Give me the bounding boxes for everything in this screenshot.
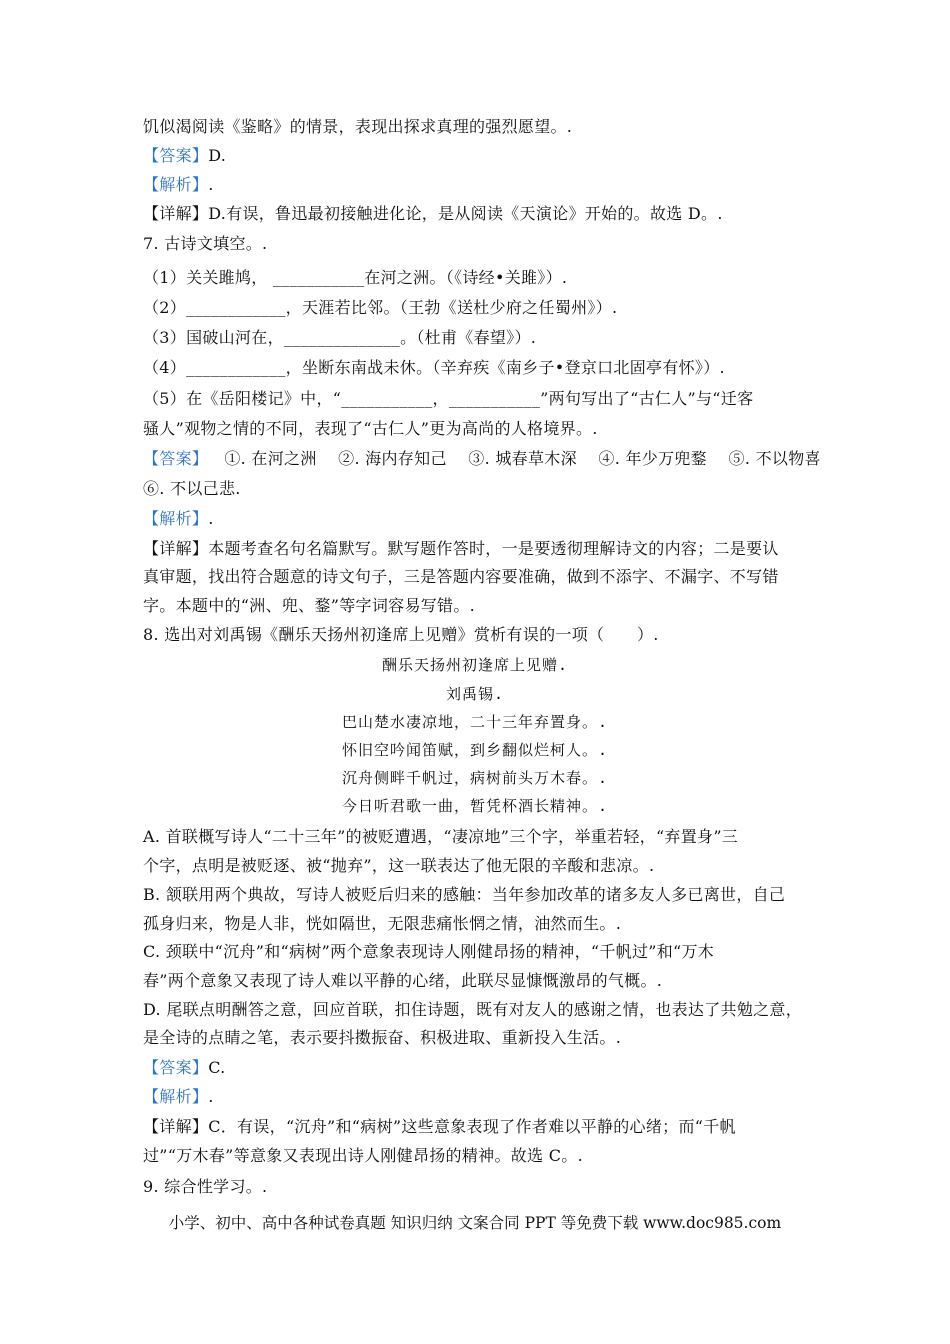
- poem-line: 今日听君歌一曲，暂凭杯酒长精神。.: [341, 797, 609, 815]
- analysis-text: .: [208, 175, 214, 194]
- question-7-item: （3）国破山河在，______________。（杜甫《春望》）.: [143, 328, 537, 347]
- answer-tag: 【答案】: [143, 1058, 209, 1077]
- text-line: 饥似渴阅读《鉴略》的情景，表现出探求真理的强烈愿望。.: [143, 117, 573, 136]
- analysis-text: .: [208, 509, 214, 528]
- option-c-continued: 春”两个意象又表现了诗人难以平静的心绪，此联尽显慷慨激昂的气概。.: [143, 971, 663, 990]
- question-7-title: 7. 古诗文填空。.: [143, 234, 268, 253]
- question-7-item: （4）____________，坐断东南战未休。（辛弃疾《南乡子•登京口北固亭有怀》）.: [143, 358, 725, 377]
- analysis-line: [143, 174, 214, 196]
- answer-continued: ⑥. 不以己悲.: [143, 479, 241, 498]
- analysis-tag: 【解析】: [143, 175, 209, 194]
- question-9-title: 9. 综合性学习。.: [143, 1177, 268, 1196]
- analysis-tag: 【解析】: [143, 1087, 209, 1106]
- poem-line: 沉舟侧畔千帆过，病树前头万木春。.: [341, 769, 609, 787]
- answer-line: [143, 1057, 226, 1079]
- detail-line: 真审题，找出符合题意的诗文句子，三是答题内容要准确，做到不添字、不漏字、不写错: [143, 567, 779, 586]
- answer-text: C.: [208, 1058, 226, 1077]
- analysis-line: [143, 508, 214, 530]
- question-7-item: （1）关关雎鸠， ___________在河之洲。（《诗经•关雎》）.: [143, 268, 568, 287]
- answer-line: [143, 145, 226, 167]
- analysis-tag: 【解析】: [143, 509, 209, 528]
- answer-tag: 【答案】: [143, 449, 209, 468]
- poem-line: 怀旧空吟闻笛赋，到乡翻似烂柯人。.: [341, 741, 609, 759]
- analysis-line: [143, 1086, 214, 1108]
- option-d-continued: 是全诗的点睛之笔，表示要抖擞振奋、积极进取、重新投入生活。.: [143, 1028, 622, 1047]
- detail-line: 【详解】D.有误，鲁迅最初接触进化论，是从阅读《天演论》开始的。故选 D。.: [143, 204, 723, 223]
- answer-tag: 【答案】: [143, 146, 209, 165]
- poem-title: 酬乐天扬州初逢席上见赠.: [381, 656, 569, 674]
- option-c: C. 颈联中“沉舟”和“病树”两个意象表现诗人刚健昂扬的精神，“千帆过”和“万木: [143, 942, 715, 961]
- answer-line: [143, 448, 821, 470]
- question-8-title: 8. 选出对刘禹锡《酬乐天扬州初逢席上见赠》赏析有误的一项（ ）.: [143, 625, 659, 644]
- page-footer: 小学、初中、高中各种试卷真题 知识归纳 文案合同 PPT 等免费下载 www.doc985.com: [168, 1214, 782, 1232]
- detail-line: 【详解】本题考查名句名篇默写。默写题作答时，一是要透彻理解诗文的内容；二是要认: [143, 539, 779, 558]
- detail-line: 【详解】C．有误，“沉舟”和“病树”这些意象表现了作者难以平静的心绪；而“千帆: [143, 1117, 736, 1136]
- poem-author: 刘禹锡.: [445, 685, 505, 703]
- option-a: A. 首联概写诗人“二十三年”的被贬遭遇，“凄凉地”三个字，举重若轻，“弃置身”三: [143, 827, 739, 846]
- question-7-item: （2）____________，天涯若比邻。（王勃《送杜少府之任蜀州》）.: [143, 298, 618, 317]
- option-b: B. 颔联用两个典故，写诗人被贬后归来的感触：当年参加改革的诸多友人多已离世，自己: [143, 885, 786, 904]
- analysis-text: .: [208, 1087, 214, 1106]
- option-b-continued: 孤身归来，物是人非，恍如隔世，无限悲痛怅惘之情，油然而生。.: [143, 914, 622, 933]
- question-7-item: 骚人”观物之情的不同，表现了“古仁人”更为高尚的人格境界。.: [143, 419, 598, 438]
- poem-line: 巴山楚水凄凉地，二十三年弃置身。.: [341, 713, 609, 731]
- answer-text: ①. 在河之洲 ②. 海内存知己 ③. 城春草木深 ④. 年少万兜鍪 ⑤. 不以物喜: [208, 449, 821, 468]
- answer-text: D.: [208, 146, 227, 165]
- detail-line: 过”“万木春”等意象又表现出诗人刚健昂扬的精神。故选 C。.: [143, 1146, 583, 1165]
- option-d: D. 尾联点明酬答之意，回应首联，扣住诗题，既有对友人的感谢之情，也表达了共勉之意，: [143, 1000, 803, 1019]
- detail-line: 字。本题中的“洲、兜、鍪”等字词容易写错。.: [143, 596, 476, 615]
- option-a-continued: 个字，点明是被贬逐、被“抛弃”，这一联表达了他无限的辛酸和悲凉。.: [143, 856, 655, 875]
- question-7-item: （5）在《岳阳楼记》中，“___________，___________”两句写出了“古仁人”与“迁客: [143, 389, 754, 408]
